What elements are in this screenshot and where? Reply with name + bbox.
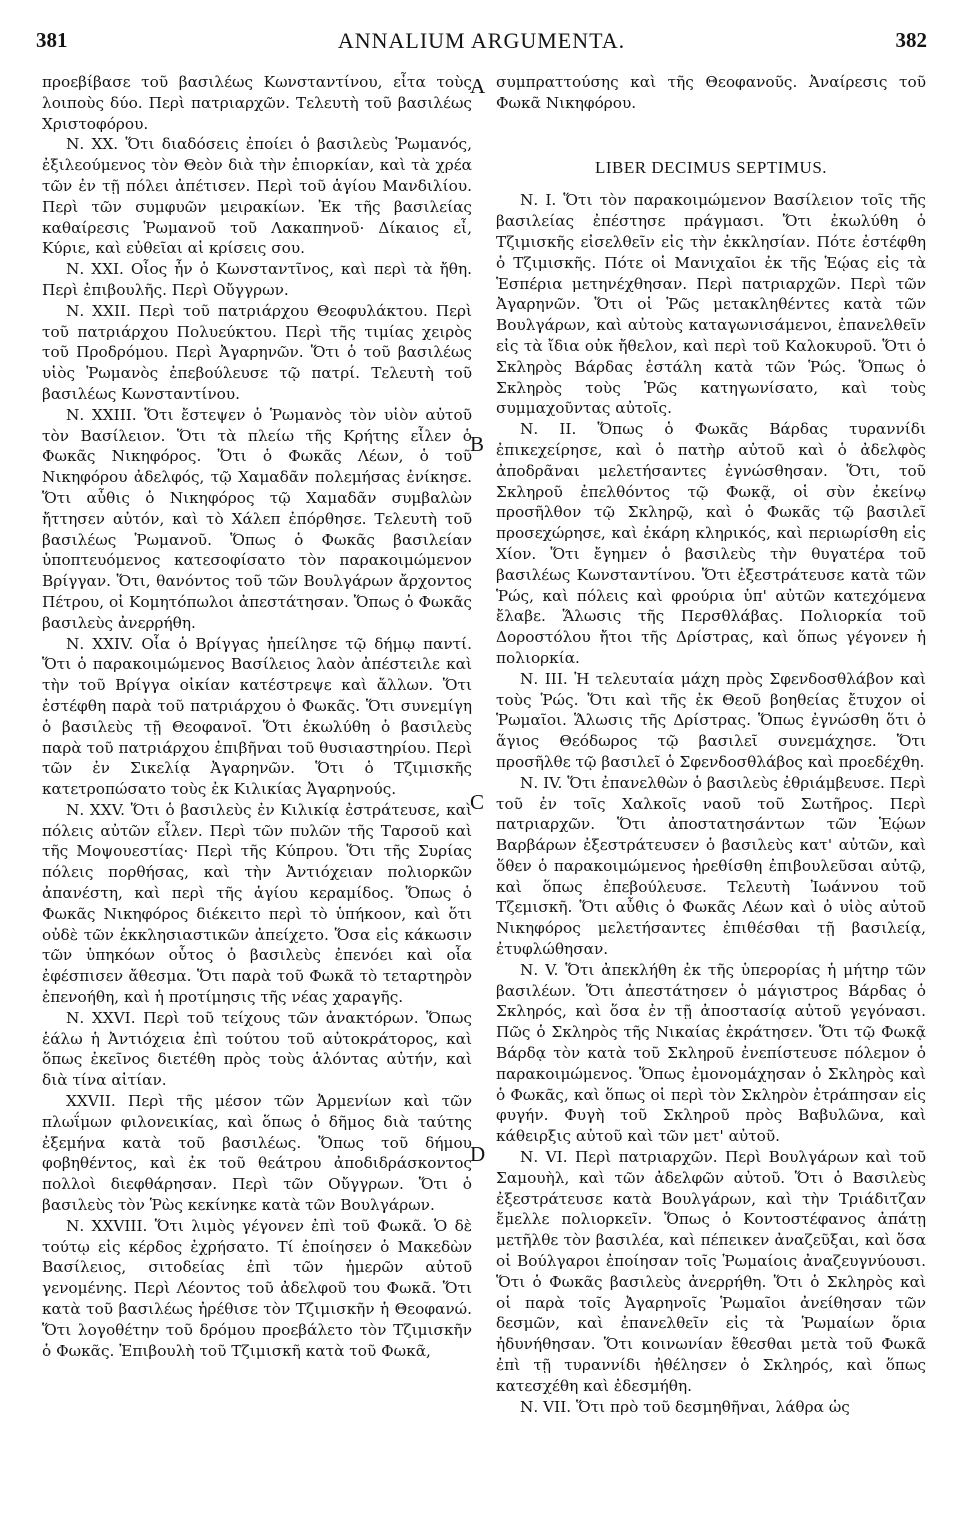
- paragraph: Ν. V. Ὅτι ἀπεκλήθη ἐκ τῆς ὑπερορίας ἡ μήτηρ τῶν βασιλέων. Ὅτι ἀπεστάτησεν ὁ μάγιστρος Βάρδας ὁ Σκληρός, καὶ ὅσα ἐν τῇ ἀποστασίᾳ αὐτοῦ γεγόνασι. Πῶς ὁ Σκληρὸς τῆς Νικαίας ἐκράτησεν. Ὅτι τῷ Φωκᾷ Βάρδᾳ τὸν κατὰ τοῦ Σκληροῦ ἐνεπίστευσε πόλεμον ὁ παρακοιμώμενος. Ὅπως ἐμονομάχησαν ὁ Σκληρὸς καὶ ὁ Φωκᾶς, καὶ ὅπως οἱ περὶ τὸν Σκληρὸν ἐτράπησαν εἰς φυγήν. Φυγὴ τοῦ Σκληροῦ πρὸς Βαβυλῶνα, καὶ κάθειρξις αὐτοῦ καὶ τῶν μετ' αὐτοῦ.: [496, 960, 926, 1146]
- section-marker-b: B: [470, 432, 485, 456]
- paragraph: Ν. XXII. Περὶ τοῦ πατριάρχου Θεοφυλάκτου. Περὶ τοῦ πατριάρχου Πολυεύκτου. Περὶ τῆς τιμίας χειρὸς τοῦ Προδρόμου. Περὶ Ἀγαρηνῶν. Ὅτι ὁ τοῦ βασιλέως υἱὸς Ῥωμανὸς ἐπεβούλευσε τῷ πατρί. Τελευτὴ τοῦ βασιλέως Κωνσταντίνου.: [42, 301, 472, 403]
- paragraph: Ν. VII. Ὅτι πρὸ τοῦ δεσμηθῆναι, λάθρα ὡς: [520, 1397, 850, 1416]
- section-marker-a: A: [470, 74, 486, 98]
- paragraph: Ν. III. Ἡ τελευταία μάχη πρὸς Σφενδοσθλάβον καὶ τοὺς Ῥώς. Ὅτι καὶ τῆς ἐκ Θεοῦ βοηθείας ἔτυχον οἱ Ῥωμαῖοι. Ἅλωσις τῆς Δρίστρας. Ὅπως ἐγνώσθη ὅτι ὁ ἅγιος Θεόδωρος τῷ βασιλεῖ συνεμάχησε. Ὅτι προσῆλθε τῷ βασιλεῖ ὁ Σφενδοσθλάβος καὶ προεδέχθη.: [496, 669, 926, 771]
- paragraph: Ν. XXV. Ὅτι ὁ βασιλεὺς ἐν Κιλικίᾳ ἐστράτευσε, καὶ πόλεις αὐτῶν εἷλεν. Περὶ τῶν πυλῶν τῆς Ταρσοῦ καὶ τῆς Μοψουεστίας· Περὶ τῆς Κύπρου. Ὅτι τῆς Συρίας πόλεις πορθήσας, καὶ τὴν Ἀντιόχειαν πολιορκῶν ἀπανέστη, καὶ περὶ τῆς ἁγίου κεραμίδος. Ὅπως ὁ Φωκᾶς Νικηφόρος διέκειτο περὶ τὸ ὑπήκοον, καὶ ὅτι οὐδὲ τῶν ἐκκλησιαστικῶν ἀπείχετο. Ὅσα εἰς κάκωσιν τῶν ὑπηκόων οὗτος ὁ βασιλεὺς ἐπενόει καὶ οἷα ἐφέσπισεν ἄθεσμα. Ὅτι παρὰ τοῦ Φωκᾶ τὸ τεταρτηρὸν ἐπενοήθη, καὶ ἡ προτίμησις τῆς νέας χαραγῆς.: [42, 800, 472, 1007]
- paragraph: Ν. XXIV. Οἷα ὁ Βρίγγας ἠπείλησε τῷ δήμῳ παντί. Ὅτι ὁ παρακοιμώμενος Βασίλειος λαὸν ἀπέστειλε καὶ τὴν τοῦ Βρίγγα οἰκίαν κατέστρεψε καὶ ἄλλων. Ὅτι ἐστέφθη παρὰ τοῦ πατριάρχου ὁ Φωκᾶς. Ὅτι συνεμίγη ὁ βασιλεὺς τῇ Θεοφανοῖ. Ὅτι ἐκωλύθη ὁ βασιλεὺς παρὰ τοῦ πατριάρχου ἐπιβῆναι τοῦ θυσιαστηρίου. Περὶ τῶν ἐν Σικελίᾳ Ἀγαρηνῶν. Ὅτι ὁ Τζιμισκῆς κατετροπώσατο τοὺς ἐκ Κιλικίας Ἀγαρηνούς.: [42, 634, 472, 799]
- section-marker-d: D: [470, 1142, 486, 1166]
- paragraph: Ν. XXVIII. Ὅτι λιμὸς γέγονεν ἐπὶ τοῦ Φωκᾶ. Ὁ δὲ τούτῳ εἰς κέρδος ἐχρήσατο. Τί ἐποίησεν ὁ Μακεδὼν Βασίλειος, σιτοδείας ἐπὶ τῶν ἡμερῶν αὐτοῦ γενομένης. Περὶ Λέοντος τοῦ ἀδελφοῦ του Φωκᾶ. Ὅτι κατὰ τοῦ βασιλέως ἠρέθισε τὸν Τζιμισκῆν ἡ Θεοφανώ. Ὅτι λογοθέτην τοῦ δρόμου προεβάλετο τὸν Τζιμισκῆν ὁ Φωκᾶς. Ἐπιβουλὴ τοῦ Τζιμισκῆ κατὰ τοῦ Φωκᾶ,: [42, 1216, 472, 1360]
- left-column: [42, 72, 472, 1532]
- paragraph: Ν. I. Ὅτι τὸν παρακοιμώμενον Βασίλειον τοῖς τῆς βασιλείας ἐπέστησε πράγμασι. Ὅτι ἐκωλύθη ὁ Τζιμισκῆς εἰσελθεῖν εἰς τὴν ἐκκλησίαν. Πότε ἐστέφθη ὁ Τζιμισκῆς. Πότε οἱ Μανιχαῖοι ἐκ τῆς Ἑῴας εἰς τὰ Ἑσπέρια μετηνέχθησαν. Περὶ πατριαρχῶν. Περὶ τῶν Ἀγαρηνῶν. Ὅτι οἱ Ῥῶς μετακληθέντες κατὰ τῶν Βουλγάρων, καὶ αὐτοὺς καταγωνισάμενοι, ἐπανελθεῖν εἰς τὰ ἴδια οὐκ ἤθελον, καὶ περὶ τοῦ Καλοκυροῦ. Ὅτι ὁ Σκληρὸς Βάρδας ἐστάλη κατὰ τῶν Ῥώς. Ὅπως ὁ Σκληρὸς τοὺς Ῥῶς κατηγωνίσατο, καὶ τοὺς συμμαχοῦντας αὐτοῖς.: [496, 191, 926, 418]
- paragraph: XXVII. Περὶ τῆς μέσον τῶν Ἀρμενίων καὶ τῶν πλωΐμων φιλονεικίας, καὶ ὅπως ὁ δῆμος διὰ ταύτης ἐξεμήνα κατὰ τοῦ βασιλέως. Ὅπως τοῦ δήμου φοβηθέντος, καὶ ἐκ τοῦ θεάτρου ἀποδιδράσκοντος πολλοὶ διεφθάρησαν. Περὶ τῶν Οὔγγρων. Ὅτι ὁ βασιλεὺς τὸν Ῥὼς κεκίνηκε κατὰ τῶν Βουλγάρων.: [42, 1092, 472, 1215]
- paragraph: Ν. II. Ὅπως ὁ Φωκᾶς Βάρδας τυραννίδι ἐπικεχείρησε, καὶ ὁ πατὴρ αὐτοῦ καὶ ὁ ἀδελφὸς ἀποδρᾶναι μελετήσαντες ἐγνώσθησαν. Ὅτι, τοῦ Σκληροῦ ἐπελθόντος τῷ Φωκᾷ, οἱ σὺν ἐκείνῳ προσῆλθον τῷ Σκληρῷ, καὶ ὁ Φωκᾶς τῷ βασιλεῖ προσεχώρησε, καὶ ἐκάρη κληρικός, καὶ περιωρίσθη εἰς Χίον. Ὅτι ἔγημεν ὁ βασιλεὺς τὴν θυγατέρα τοῦ βασιλέως Κωνσταντίνου. Ὅτι ἐξεστράτευσε κατὰ τῶν Ῥώς, καὶ πόλεις καὶ φρούρια ὑπ' αὐτῶν κατεχόμενα ἔλαβε. Ἅλωσις τῆς Περσθλάβας. Πολιορκία τοῦ Δοροστόλου ἤτοι τῆς Δρίστρας, καὶ ὅπως γέγονεν ἡ πολιορκία.: [496, 420, 926, 667]
- paragraph: Ν. XXIII. Ὅτι ἔστεψεν ὁ Ῥωμανὸς τὸν υἱὸν αὐτοῦ τὸν Βασίλειον. Ὅτι τὰ πλείω τῆς Κρήτης εἷλεν ὁ Φωκᾶς Νικηφόρος. Ὅτι ὁ Φωκᾶς Λέων, ὁ τοῦ Νικηφόρου ἀδελφός, τῷ Χαμαδᾶν πολεμήσας ἐνίκησε. Ὅτι αὖθις ὁ Νικηφόρος τῷ Χαμαδᾶν συμβαλὼν ἤττησεν αὐτόν, καὶ τὸ Χάλεπ ἐπόρθησε. Τελευτὴ τοῦ βασιλέως Ῥωμανοῦ. Ὅπως ὁ Φωκᾶς βασιλείαν ὑποπτευόμενος κατεσοφίσατο τὸν παρακοιμώμενον Βρίγγαν. Ὅτι, θανόντος τοῦ τῶν Βουλγάρων ἄρχοντος Πέτρου, οἱ Κομητόπωλοι ἀπεστάτησαν. Ὅπως ὁ Φωκᾶς βασιλεὺς ἀνερρήθη.: [42, 405, 472, 632]
- paragraph: προεβίβασε τοῦ βασιλέως Κωνσταντίνου, εἶτα τοὺς λοιποὺς δύο. Περὶ πατριαρχῶν. Τελευτὴ τοῦ βασιλέως Χριστοφόρου.: [42, 73, 472, 133]
- paragraph: Ν. XX. Ὅτι διαδόσεις ἐποίει ὁ βασιλεὺς Ῥωμανός, ἐξιλεούμενος τὸν Θεὸν διὰ τὴν ἐπιορκίαν, καὶ τὰ χρέα τῶν ἐν τῇ πόλει ἀπέτισεν. Περὶ τοῦ ἁγίου Μανδιλίου. Περὶ τῶν συμφυῶν μειρακίων. Ἐκ τῆς βασιλείας καθαίρεσις Ῥωμανοῦ τοῦ Λακαπηνοῦ· Δίκαιος εἶ, Κύριε, καὶ εὐθεῖαι αἱ κρίσεις σου.: [42, 135, 472, 258]
- right-column: [496, 72, 926, 1532]
- paragraph: Ν. IV. Ὅτι ἐπανελθὼν ὁ βασιλεὺς ἐθριάμβευσε. Περὶ τοῦ ἐν τοῖς Χαλκοῖς ναοῦ τοῦ Σωτῆρος. Περὶ πατριαρχῶν. Ὅτι ἀποστατησάντων τῶν Ἑῴων Βαρβάρων ἐξεστράτευσεν ὁ βασιλεὺς κατ' αὐτῶν, καὶ ὅθεν ὁ παρακοιμώμενος ἠρεθίσθη ἐπιβουλεῦσαι αὐτῷ, καὶ ὅπως ἐπεβούλευσε. Τελευτὴ Ἰωάννου τοῦ Τζεμισκῆ. Ὅτι αὖθις ὁ Φωκᾶς Λέων καὶ ὁ υἱὸς αὐτοῦ Νικηφόρος μελετήσαντες ἐπιθέσθαι τῇ βασιλείᾳ, ἐτυφλώθησαν.: [496, 773, 926, 959]
- running-title: ANNALIUM ARGUMENTA.: [337, 28, 626, 53]
- paragraph: Ν. XXI. Οἷος ἦν ὁ Κωνσταντῖνος, καὶ περὶ τὰ ἤθη. Περὶ ἐπιβουλῆς. Περὶ Οὔγγρων.: [42, 260, 472, 299]
- book-title: LIBER DECIMUS SEPTIMUS.: [594, 157, 828, 177]
- paragraph: Ν. VI. Περὶ πατριαρχῶν. Περὶ Βουλγάρων καὶ τοῦ Σαμουὴλ, καὶ τῶν ἀδελφῶν αὐτοῦ. Ὅτι ὁ Βασιλεὺς ἐξεστράτευσε κατὰ Βουλγάρων, καὶ τὴν Τριάδιτζαν ἔμελλε πολιορκεῖν. Ὅπως ὁ Κοντοστέφανος ἀπάτῃ μετῆλθε τὸν βασιλέα, καὶ πέπεικεν ἀναζεῦξαι, καὶ ὅσα οἱ Βούλγαροι ἐποίησαν τοῖς Ῥωμαίοις ἀναζευγνύουσι. Ὅτι ὁ Φωκᾶς βασιλεὺς ἀνερρήθη. Ὅτι ὁ Σκληρὸς καὶ οἱ παρὰ τοῖς Ἀγαρηνοῖς Ῥωμαῖοι ἀνείθησαν τῶν δεσμῶν, καὶ ἐπανελθεῖν εἰς τὰ Ῥωμαίων ὅρια ἠδυνήθησαν. Ὅτι κοινωνίαν ἔθεσθαι μετὰ τοῦ Φωκᾶ ἐπὶ τῇ τυραννίδι ἠθέλησεν ὁ Σκληρός, καὶ ὅπως κατεσχέθη καὶ ἐδεσμήθη.: [496, 1148, 926, 1395]
- paragraph: συμπραττούσης καὶ τῆς Θεοφανοῦς. Ἀναίρεσις τοῦ Φωκᾶ Νικηφόρου.: [496, 73, 926, 112]
- section-marker-c: C: [470, 790, 485, 814]
- page-number-right: 382: [895, 28, 927, 52]
- paragraph: Ν. XXVI. Περὶ τοῦ τείχους τῶν ἀνακτόρων. Ὅπως ἑάλω ἡ Ἀντιόχεια ἐπὶ τούτου τοῦ αὐτοκράτορος, καὶ ὅπως ἐκεῖνος διετέθη πρὸς τοὺς ἁλόντας αὐτήν, καὶ διὰ τίνα αἰτίαν.: [42, 1008, 472, 1090]
- page-header: [36, 28, 927, 62]
- page-number-left: 381: [36, 28, 68, 52]
